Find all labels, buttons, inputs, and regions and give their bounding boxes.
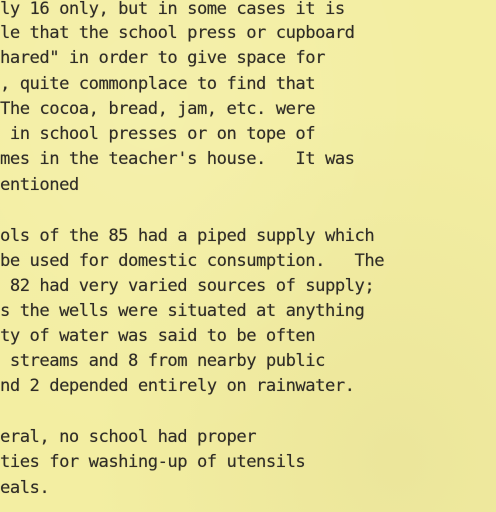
text-line: ly 16 only, but in some cases it is [0,0,345,19]
text-line: hared" in order to give space for [0,48,325,68]
text-line: nd 2 depended entirely on rainwater. [0,376,355,396]
text-line: eral, no school had proper [0,427,257,447]
text-line: be used for domestic consumption. The [0,251,385,271]
text-line: streams and 8 from nearby public [0,351,325,371]
text-line: entioned [0,175,79,195]
text-line: ty of water was said to be often [0,326,316,346]
text-line: le that the school press or cupboard [0,23,355,43]
text-line: in school presses or on tope of [0,124,316,144]
text-line: The cocoa, bread, jam, etc. were [0,99,316,119]
text-line: ties for washing-up of utensils [0,452,306,472]
text-line: mes in the teacher's house. It was [0,149,355,169]
text-line: 82 had very varied sources of supply; [0,276,375,296]
text-line: s the wells were situated at anything [0,301,365,321]
text-line: eals. [0,478,50,498]
text-line: ols of the 85 had a piped supply which [0,226,375,246]
text-line: , quite commonplace to find that [0,74,316,94]
